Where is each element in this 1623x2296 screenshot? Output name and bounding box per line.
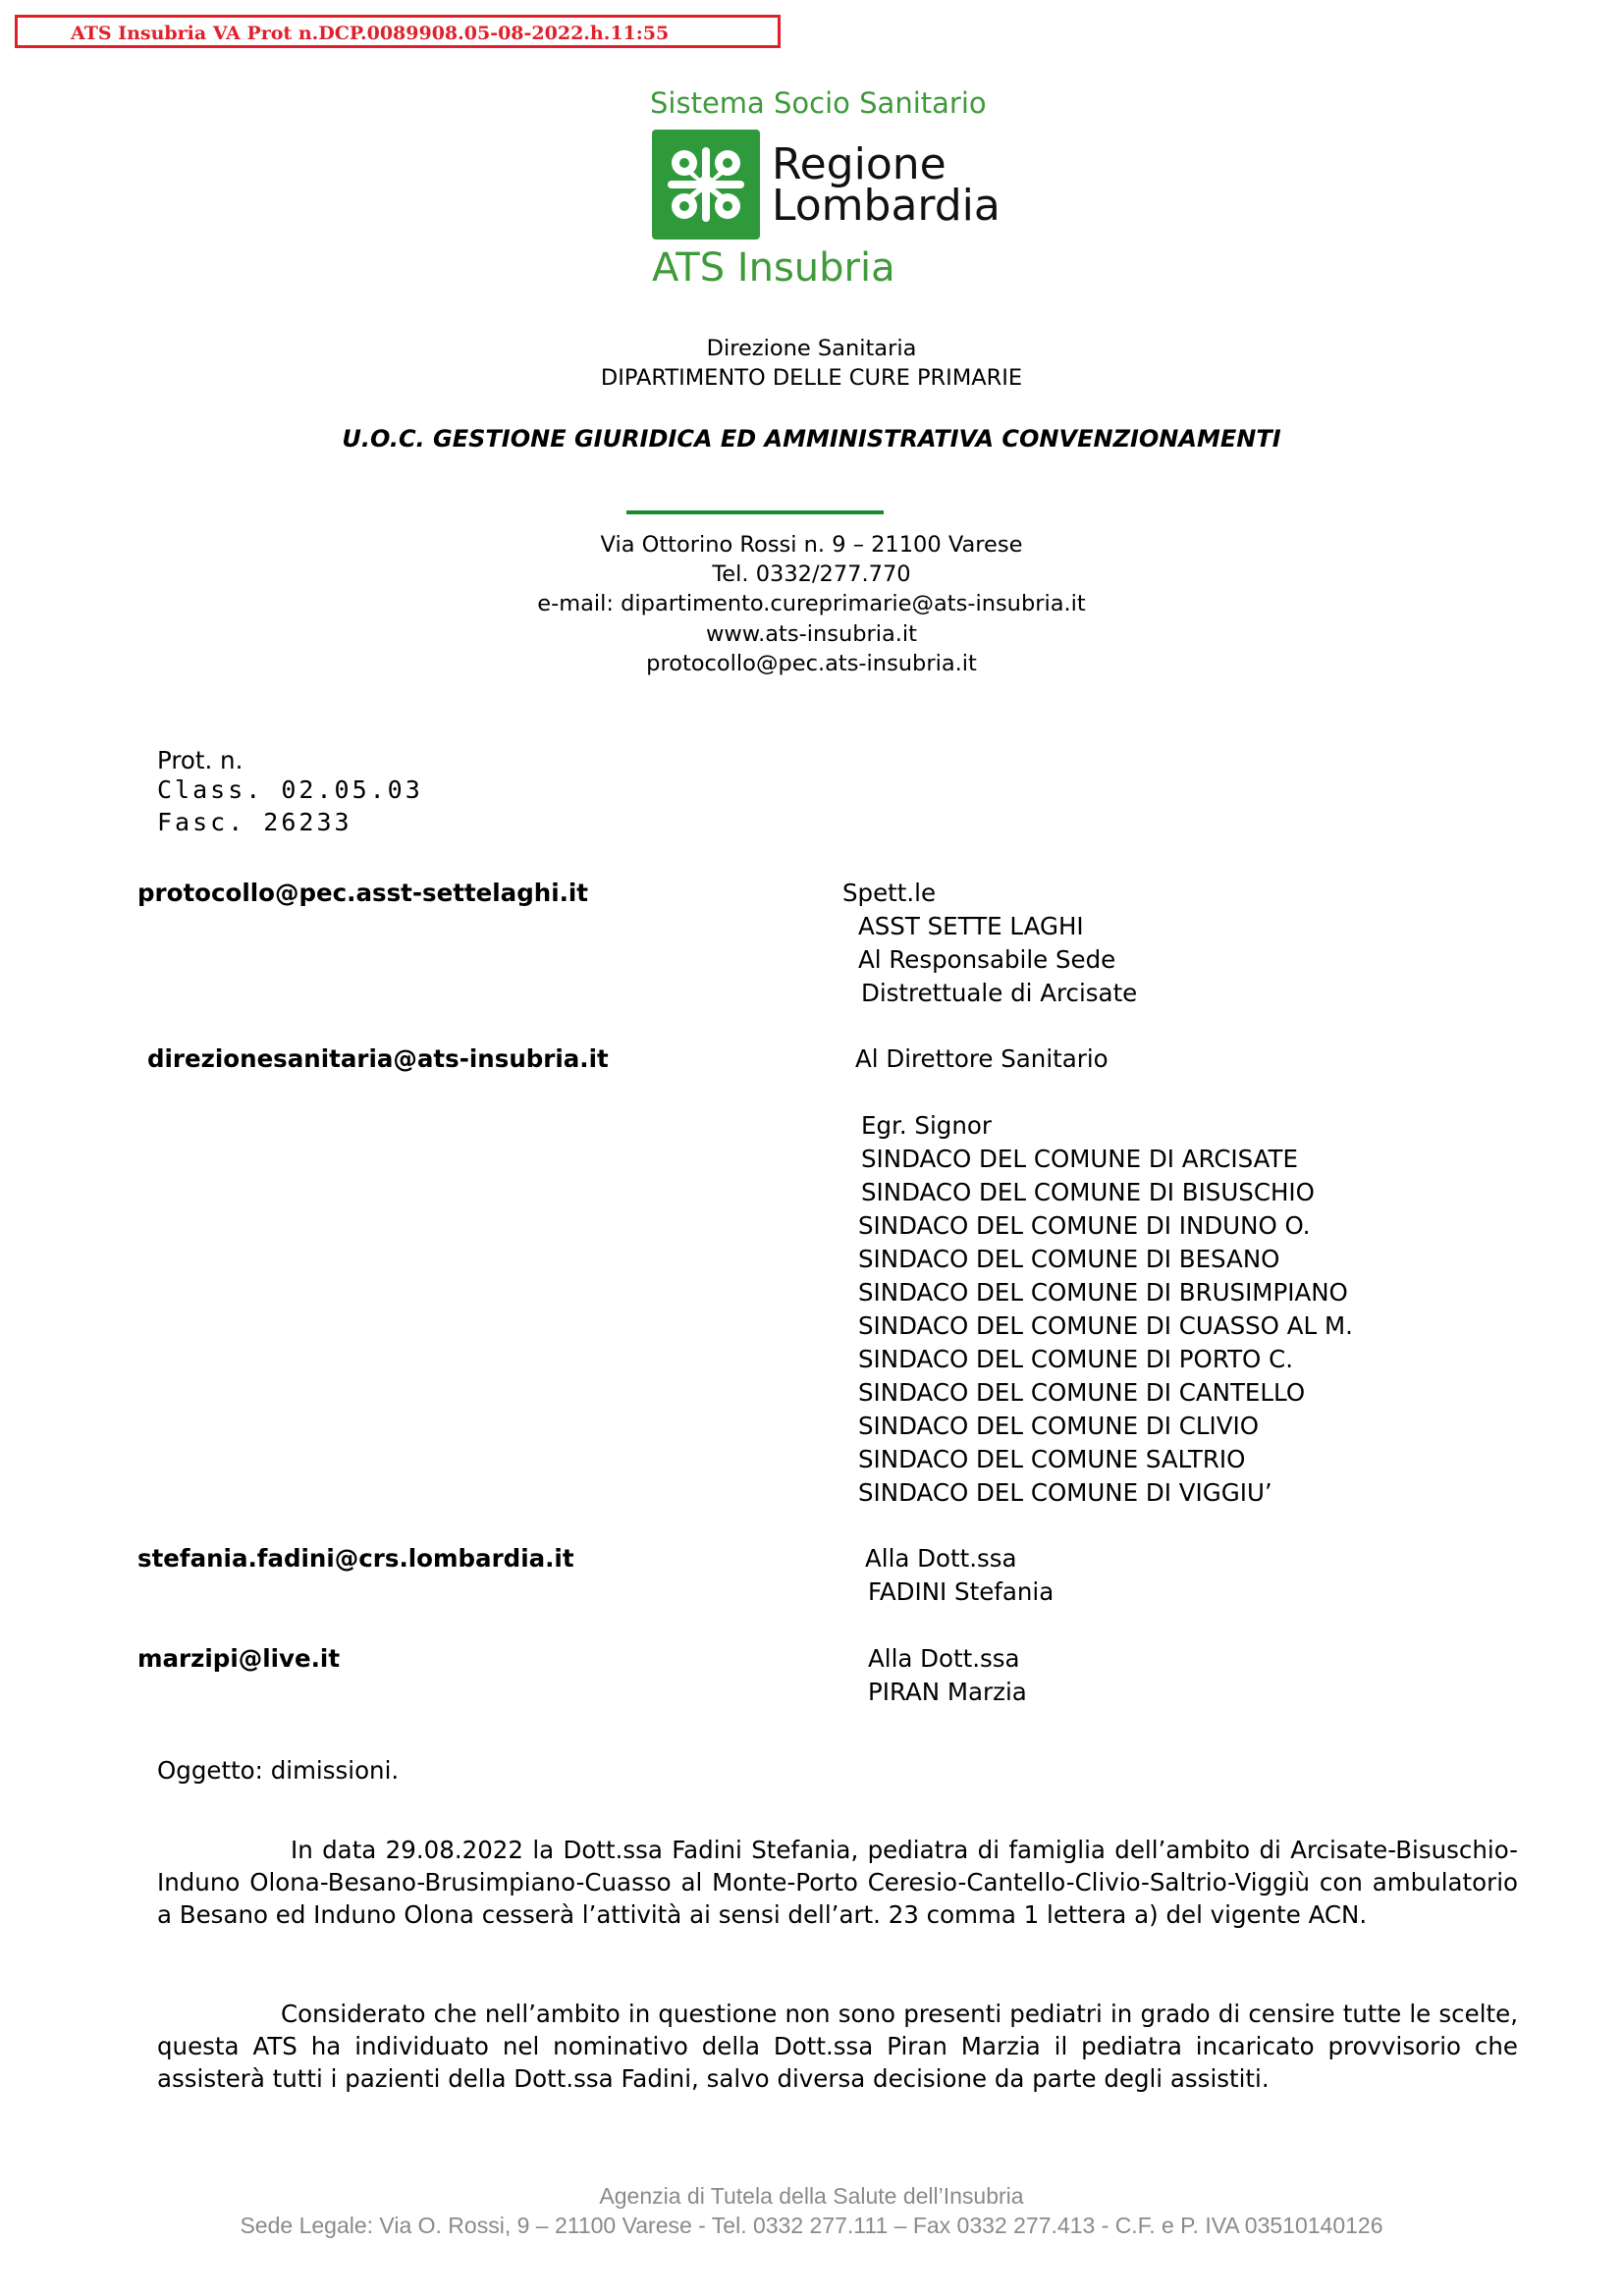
protocol-stamp <box>15 15 781 48</box>
prot-number: Prot. n. <box>157 746 243 774</box>
protocol-stamp-text: ATS Insubria VA Prot n.DCP.0089908.05-08-2022.h.11:55 <box>71 23 670 44</box>
header-pec: protocollo@pec.ats-insubria.it <box>646 651 977 676</box>
recipient-line: SINDACO DEL COMUNE SALTRIO <box>858 1445 1246 1473</box>
recipient-line: Alla Dott.ssa <box>865 1544 1017 1573</box>
header-website: www.ats-insubria.it <box>705 621 918 647</box>
recipient-line: SINDACO DEL COMUNE DI BISUSCHIO <box>861 1178 1315 1206</box>
dossier: Fasc. 26233 <box>157 808 352 836</box>
agency-name: ATS Insubria <box>652 245 895 291</box>
recipient-line: SINDACO DEL COMUNE DI CUASSO AL M. <box>858 1311 1353 1340</box>
region-name-line1: Regione <box>772 139 947 189</box>
body-paragraph: In data 29.08.2022 la Dott.ssa Fadini Stefania, pediatra di famiglia dell’ambito di Arcisate-Bisuschio-Induno Olona-Besano-Brusimpiano-Cuasso al Monte-Porto Ceresio-Cantello-Clivio-Saltrio-Viggiù con ambulatorio a Besano ed Induno Olona cesserà l’attività ai sensi dell’art. 23 comma 1 lettera a) del vigente ACN. <box>157 1836 1518 1929</box>
subject-line: Oggetto: dimissioni. <box>157 1756 400 1785</box>
recipient-line: Egr. Signor <box>861 1111 992 1140</box>
recipient-line: FADINI Stefania <box>868 1577 1055 1606</box>
recipient-email: marzipi@live.it <box>137 1644 341 1673</box>
recipient-line: Al Direttore Sanitario <box>855 1044 1109 1073</box>
body-paragraph: Considerato che nell’ambito in questione non sono presenti pediatri in grado di censire tutte le scelte, questa ATS ha individuato nel nominativo della Dott.ssa Piran Marzia il pediatra incaricato provvisorio che assisterà tutti i pazienti della Dott.ssa Fadini, salvo diversa decisione da parte degli assistiti. <box>157 2000 1518 2093</box>
regione-lombardia-rose-icon <box>652 130 760 240</box>
recipient-line: SINDACO DEL COMUNE DI PORTO C. <box>858 1345 1293 1373</box>
recipient-email: stefania.fadini@crs.lombardia.it <box>137 1544 574 1573</box>
system-label: Sistema Socio Sanitario <box>650 86 987 120</box>
recipient-line: SINDACO DEL COMUNE DI CLIVIO <box>858 1412 1260 1440</box>
recipient-line: SINDACO DEL COMUNE DI INDUNO O. <box>858 1211 1311 1240</box>
recipient-line: SINDACO DEL COMUNE DI BESANO <box>858 1245 1280 1273</box>
dipartimento-label: DIPARTIMENTO DELLE CURE PRIMARIE <box>600 365 1023 391</box>
footer-legal: Sede Legale: Via O. Rossi, 9 – 21100 Varese - Tel. 0332 277.111 – Fax 0332 277.413 - C.F. e P. IVA 03510140126 <box>240 2213 1383 2238</box>
recipient-line: SINDACO DEL COMUNE DI VIGGIU’ <box>858 1478 1272 1507</box>
recipient-email: protocollo@pec.asst-settelaghi.it <box>137 879 589 907</box>
recipient-email: direzionesanitaria@ats-insubria.it <box>147 1044 609 1073</box>
direzione-label: Direzione Sanitaria <box>706 336 917 361</box>
recipient-line: Alla Dott.ssa <box>868 1644 1020 1673</box>
recipient-line: Al Responsabile Sede <box>858 945 1116 974</box>
uoc-label: U.O.C. GESTIONE GIURIDICA ED AMMINISTRATIVA CONVENZIONAMENTI <box>342 425 1281 453</box>
region-name-line2: Lombardia <box>772 181 1001 231</box>
recipient-line: Spett.le <box>842 879 937 907</box>
header-address: Via Ottorino Rossi n. 9 – 21100 Varese <box>600 532 1023 558</box>
recipient-line: SINDACO DEL COMUNE DI BRUSIMPIANO <box>858 1278 1348 1307</box>
classification: Class. 02.05.03 <box>157 775 423 804</box>
recipient-line: PIRAN Marzia <box>868 1678 1027 1706</box>
header-divider <box>626 510 884 514</box>
footer-agency: Agenzia di Tutela della Salute dell’Insubria <box>599 2183 1024 2209</box>
recipient-line: SINDACO DEL COMUNE DI CANTELLO <box>858 1378 1306 1407</box>
recipient-line: ASST SETTE LAGHI <box>858 912 1084 940</box>
recipient-line: SINDACO DEL COMUNE DI ARCISATE <box>861 1145 1298 1173</box>
header-email: e-mail: dipartimento.cureprimarie@ats-insubria.it <box>537 591 1086 616</box>
recipient-line: Distrettuale di Arcisate <box>861 979 1138 1007</box>
header-phone: Tel. 0332/277.770 <box>712 561 911 587</box>
